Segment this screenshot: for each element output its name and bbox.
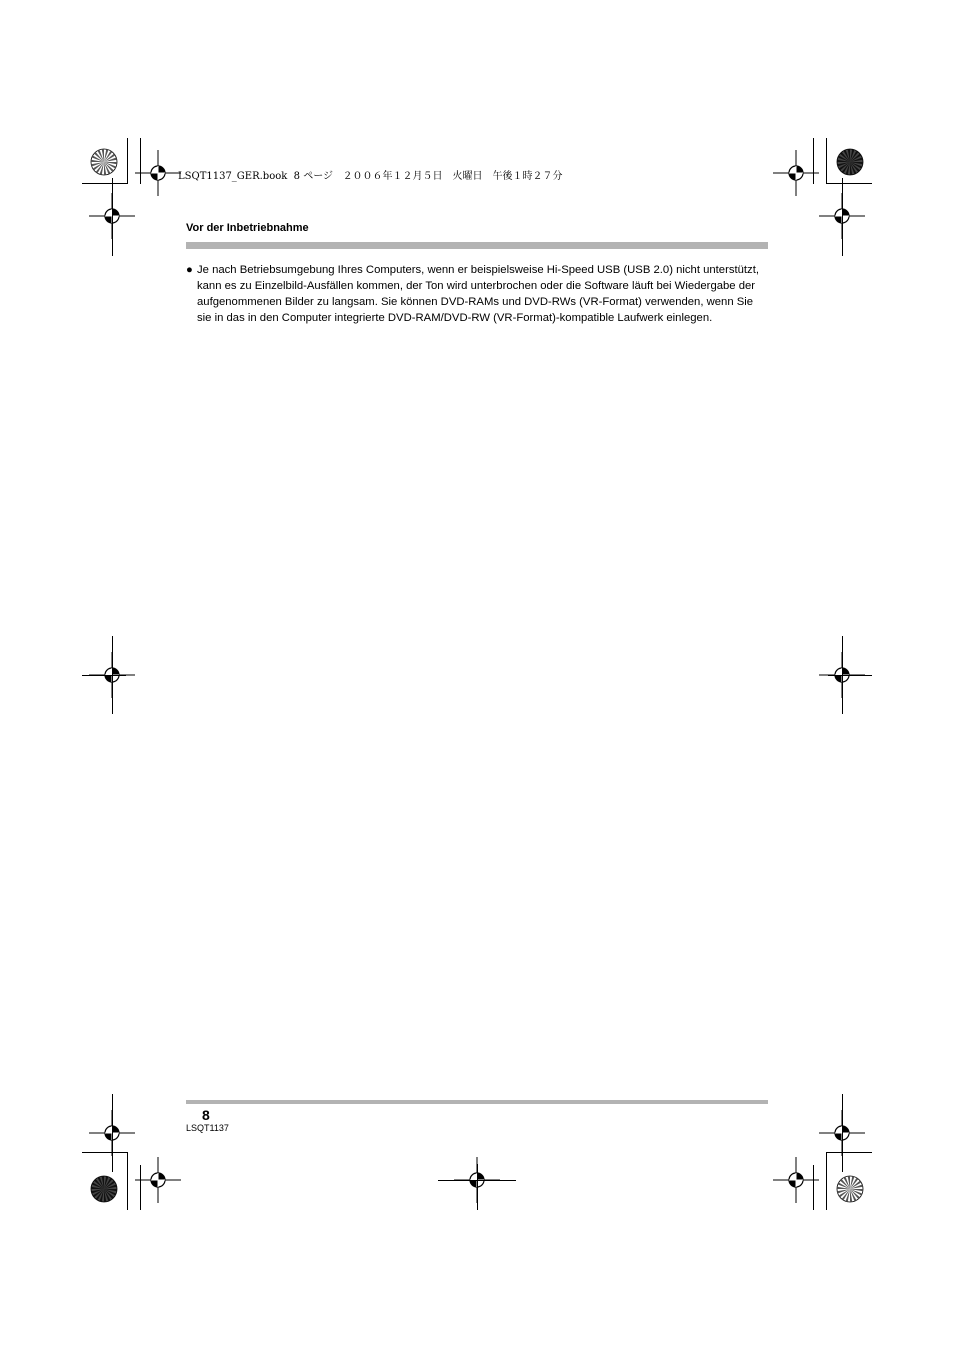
- crop-line: [82, 675, 126, 676]
- crop-line: [842, 1094, 843, 1172]
- bullet-paragraph: [186, 262, 770, 326]
- title-rule: [186, 242, 768, 249]
- crop-line: [477, 1164, 478, 1210]
- crop-line: [127, 1152, 128, 1210]
- starburst-target-icon: [90, 1175, 118, 1203]
- print-header: [178, 167, 563, 182]
- registration-mark-icon: [135, 150, 181, 196]
- crop-line: [842, 178, 843, 256]
- bullet-icon: ●: [186, 264, 193, 276]
- crop-line: [826, 138, 827, 184]
- crop-line: [112, 1094, 113, 1172]
- registration-mark-icon: [773, 1157, 819, 1203]
- paragraph-text: Je nach Betriebsumgebung Ihres Computers, wenn er beispielsweise Hi-Speed USB (USB 2.0) nicht unterstützt, kann es zu Einzelbild-Ausfällen kommen, der Ton wird unterbrochen oder die Software läuft bei Wiedergabe der aufgenommenen Bilder zu langsam. Sie können DVD-RAMs und DVD-RWs (VR-Format) verwenden, wenn Sie sie in das in den Computer integrierte DVD-RAM/DVD-RW (VR-Format)-kompatible Laufwerk einlegen.: [197, 264, 759, 324]
- crop-line: [82, 183, 128, 184]
- section-title: Vor der Inbetriebnahme: [186, 222, 309, 234]
- crop-line: [112, 178, 113, 256]
- registration-mark-icon: [773, 150, 819, 196]
- print-header-page: 8 ページ: [293, 171, 334, 182]
- doc-code: LSQT1137: [186, 1123, 229, 1133]
- print-header-date: ２００６年１２月５日 火曜日 午後１時２７分: [342, 171, 563, 182]
- crop-line: [127, 138, 128, 184]
- page-number: 8: [202, 1107, 210, 1123]
- crop-line: [826, 1152, 827, 1210]
- registration-mark-icon: [135, 1157, 181, 1203]
- starburst-target-icon: [836, 1175, 864, 1203]
- crop-line: [826, 183, 872, 184]
- crop-line: [828, 675, 872, 676]
- starburst-target-icon: [836, 148, 864, 176]
- footer-rule: [186, 1100, 768, 1104]
- print-header-file: LSQT1137_GER.book: [178, 171, 288, 182]
- starburst-target-icon: [90, 148, 118, 176]
